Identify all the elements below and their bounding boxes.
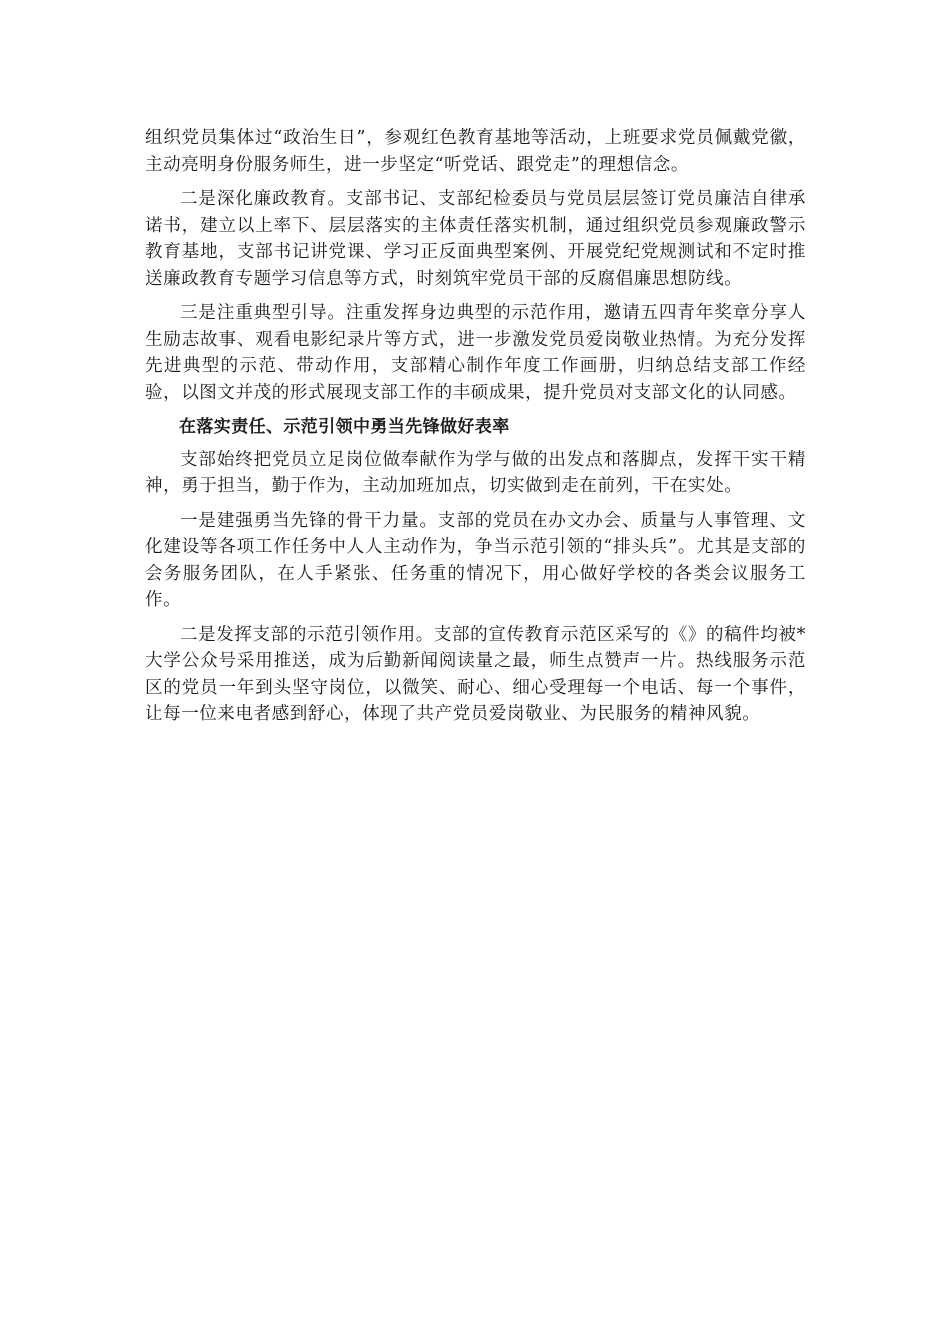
paragraph-section-intro: 支部始终把党员立足岗位做奉献作为学与做的出发点和落脚点，发挥干实干精神，勇于担当，勤于作为，主动加班加点，切实做到走在前列，干在实处。 <box>145 449 806 496</box>
document-body <box>145 125 806 736</box>
paragraph-continued: 组织党员集体过“政治生日”，参观红色教育基地等活动，上班要求党员佩戴党徽，主动亮明身份服务师生，进一步坚定“听党话、跟党走”的理想信念。 <box>145 128 806 175</box>
section-heading: 在落实责任、示范引领中勇当先锋做好表率 <box>179 417 510 437</box>
paragraph-backbone-force: 一是建强勇当先锋的骨干力量。支部的党员在办文办会、质量与人事管理、文化建设等各项工作任务中人人主动作为，争当示范引领的“排头兵”。尤其是支部的会务服务团队，在人手紧张、任务重的情况下，用心做好学校的各类会议服务工作。 <box>145 510 806 610</box>
paragraph-exemplary-role: 二是发挥支部的示范引领作用。支部的宣传教育示范区采写的《》的稿件均被*大学公众号采用推送，成为后勤新闻阅读量之最，师生点赞声一片。热线服务示范区的党员一年到头坚守岗位，以微笑、耐心、细心受理每一个电话、每一个事件，让每一位来电者感到舒心，体现了共产党员爱岗敬业、为民服务的精神风貌。 <box>145 624 806 724</box>
paragraph-typical-guidance: 三是注重典型引导。注重发挥身边典型的示范作用，邀请五四青年奖章分享人生励志故事、观看电影纪录片等方式，进一步激发党员爱岗敬业热情。为充分发挥先进典型的示范、带动作用，支部精心制作年度工作画册，归纳总结支部工作经验，以图文并茂的形式展现支部工作的丰硕成果，提升党员对支部文化的认同感。 <box>145 303 806 403</box>
paragraph-integrity-education: 二是深化廉政教育。支部书记、支部纪检委员与党员层层签订党员廉洁自律承诺书，建立以上率下、层层落实的主体责任落实机制，通过组织党员参观廉政警示教育基地，支部书记讲党课、学习正反面典型案例、开展党纪党规测试和不定时推送廉政教育专题学习信息等方式，时刻筑牢党员干部的反腐倡廉思想防线。 <box>145 189 806 289</box>
